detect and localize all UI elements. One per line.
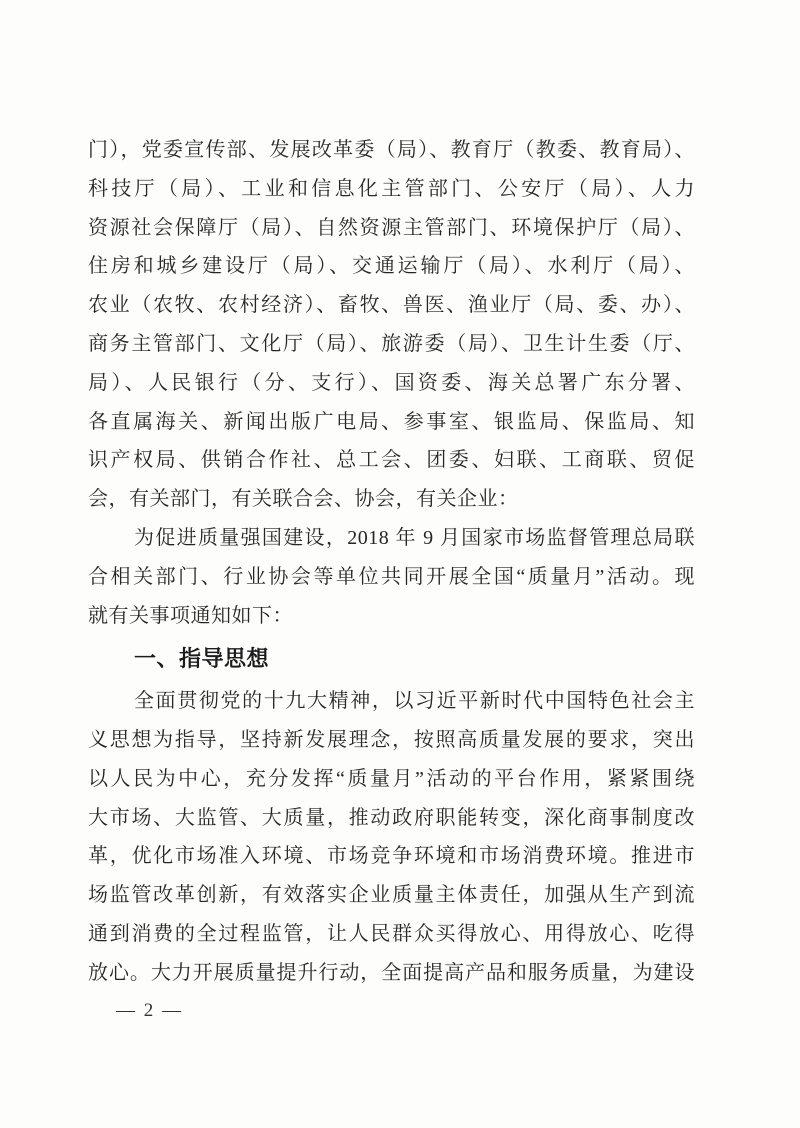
paragraph-section-1-body: [88, 682, 695, 992]
text-line: 全面贯彻党的十九大精神，以习近平新时代中国特色社会主: [134, 690, 695, 713]
text-line: 会，有关部门，有关联合会、协会，有关企业：: [88, 488, 519, 511]
document-body: [88, 131, 695, 993]
text-line: 资源社会保障厅（局）、自然资源主管部门、环境保护厅（局）、: [88, 216, 695, 239]
text-line: 局）、人民银行（分、支行）、国资委、海关总署广东分署、: [88, 371, 695, 394]
text-line: 场监管改革创新，有效落实企业质量主体责任，加强从生产到流: [88, 884, 695, 907]
text-line: 农业（农牧、农村经济）、畜牧、兽医、渔业厅（局、委、办）、: [88, 294, 695, 317]
text-line: 住房和城乡建设厅（局）、交通运输厅（局）、水利厅（局）、: [88, 255, 695, 278]
text-line: 革，优化市场准入环境、市场竞争环境和市场消费环境。推进市: [88, 845, 695, 868]
text-line: 商务主管部门、文化厅（局）、旅游委（局）、卫生计生委（厅、: [88, 332, 695, 355]
text-line: 放心。大力开展质量提升行动，全面提高产品和服务质量，为建设: [88, 961, 695, 984]
paragraph-section-1-heading: [88, 640, 695, 679]
text-line: 门），党委宣传部、发展改革委（局）、教育厅（教委、教育局）、: [88, 139, 695, 161]
text-line: 科技厅（局）、工业和信息化主管部门、公安厅（局）、人力: [88, 177, 695, 200]
text-line: 各直属海关、新闻出版广电局、参事室、银监局、保监局、知: [88, 410, 695, 433]
paragraph-notice-intro: [88, 519, 695, 635]
text-line: 大市场、大监管、大质量，推动政府职能转变，深化商事制度改: [88, 806, 695, 829]
section-heading: 一、指导思想: [134, 646, 270, 672]
text-line: 为促进质量强国建设，2018 年 9 月国家市场监督管理总局联: [134, 526, 695, 549]
text-line: 合相关部门、行业协会等单位共同开展全国“质量月”活动。现: [88, 565, 695, 588]
text-line: 通到消费的全过程监管，让人民群众买得放心、用得放心、吃得: [88, 922, 695, 945]
text-line: 义思想为指导，坚持新发展理念，按照高质量发展的要求，突出: [88, 728, 695, 751]
paragraph-recipients-continued: [88, 131, 695, 519]
page-number: — 2 —: [116, 1000, 183, 1021]
text-line: 识产权局、供销合作社、总工会、团委、妇联、工商联、贸促: [88, 449, 695, 472]
text-line: 就有关事项通知如下：: [88, 604, 293, 627]
text-line: 以人民为中心，充分发挥“质量月”活动的平台作用，紧紧围绕: [88, 767, 695, 790]
